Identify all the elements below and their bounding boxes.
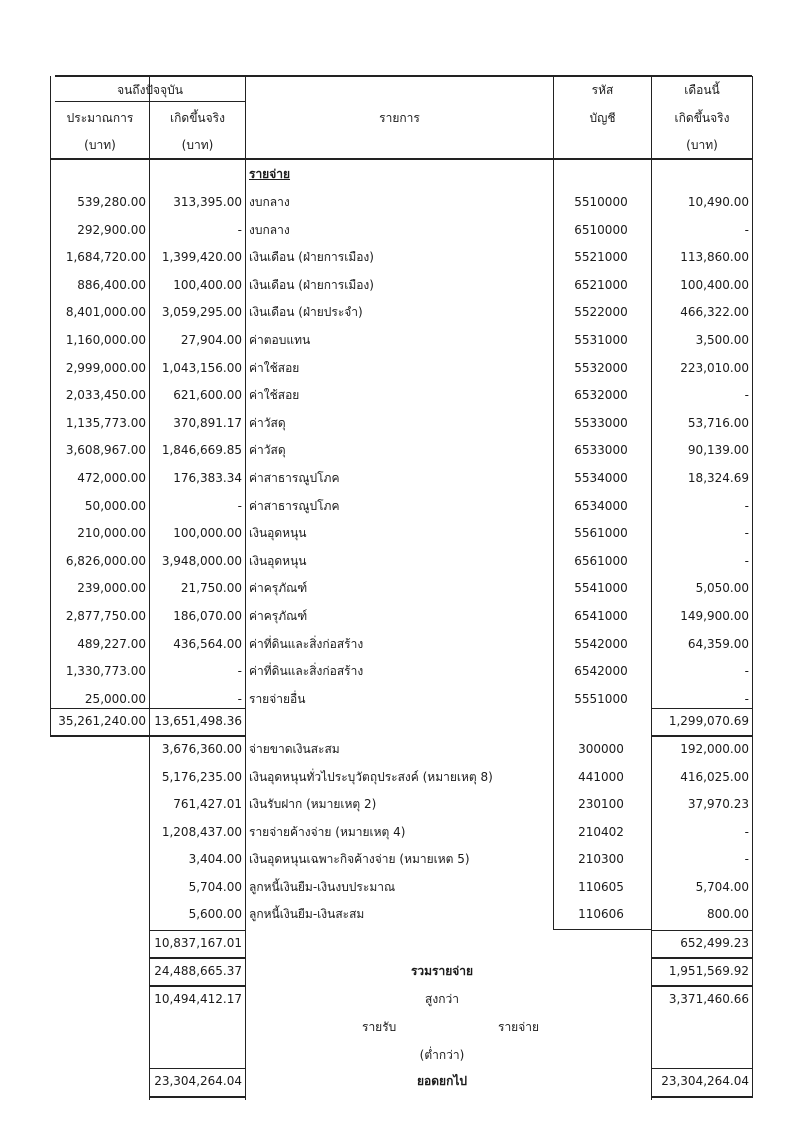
estimate-cell: 8,401,000.00 (65, 305, 146, 320)
carry-actual: 23,304,264.04 (154, 1074, 242, 1088)
item-cell: ค่าครุภัณฑ์ (249, 609, 308, 623)
month-cell: 53,716.00 (687, 415, 749, 430)
code-cell: 110606 (578, 907, 624, 921)
subtotal2-month: 652,499.23 (680, 936, 749, 950)
estimate-cell: 1,330,773.00 (65, 664, 146, 679)
month-cell: - (744, 691, 749, 706)
actual-cell: 1,846,669.85 (161, 443, 242, 458)
actual-cell: 21,750.00 (180, 581, 242, 596)
subtotal-estimate: 35,261,240.00 (58, 714, 146, 728)
item-cell: เงินอุดหนุนทั่วไประบุวัตถุประสงค์ (หมายเหตุ 8) (249, 769, 493, 784)
actual-cell: 313,395.00 (173, 195, 242, 209)
month-cell: 3,500.00 (695, 333, 749, 347)
actual-cell: 436,564.00 (173, 636, 242, 651)
code-cell: 300000 (578, 742, 624, 756)
month-cell: - (744, 498, 749, 513)
month-cell: 10,490.00 (687, 195, 749, 209)
actual-cell: 3,676,360.00 (161, 742, 242, 756)
carry-label: ยอดยกไป (417, 1074, 467, 1088)
subtotal-line (50, 708, 246, 709)
month-cell: 37,970.23 (687, 797, 749, 811)
estimate-cell: 50,000.00 (84, 498, 146, 513)
code-cell: 5521000 (574, 250, 628, 265)
month-cell: 466,322.00 (680, 305, 749, 320)
month-cell: 223,010.00 (680, 360, 749, 375)
estimate-cell: 6,826,000.00 (65, 553, 146, 568)
diff-income: รายรับ (362, 1020, 397, 1034)
month-cell: 100,400.00 (680, 277, 749, 292)
code-cell: 6534000 (574, 498, 628, 513)
estimate-cell: 539,280.00 (77, 195, 146, 209)
code-cell: 5532000 (574, 360, 628, 375)
actual-cell: - (237, 498, 242, 513)
item-cell: ค่าตอบแทน (249, 333, 311, 347)
actual-cell: 1,043,156.00 (161, 360, 242, 375)
item-cell: ค่าที่ดินและสิ่งก่อสร้าง (249, 664, 364, 679)
total-line (651, 985, 752, 987)
carry-line (149, 1096, 246, 1098)
carry-line (651, 1096, 752, 1098)
actual-cell: 176,383.34 (173, 471, 242, 485)
estimate-cell: 2,877,750.00 (65, 609, 146, 623)
item-cell: จ่ายขาดเงินสะสม (249, 742, 340, 756)
subtotal2-line (651, 930, 752, 931)
code-cell: 6521000 (574, 277, 628, 292)
code-cell: 5533000 (574, 415, 628, 430)
estimate-cell: 292,900.00 (77, 222, 146, 237)
code-cell: 6561000 (574, 553, 628, 568)
col-line-act (245, 76, 246, 1100)
code-cell: 441000 (578, 769, 624, 784)
code-cell: 110605 (578, 879, 624, 894)
subtotal2-actual: 10,837,167.01 (154, 936, 242, 950)
actual-cell: 3,948,000.00 (161, 553, 242, 568)
actual-cell: 621,600.00 (173, 388, 242, 403)
estimate-cell: 3,608,967.00 (65, 443, 146, 458)
item-cell: ค่าใช้สอย (249, 360, 300, 375)
carry-month: 23,304,264.04 (661, 1074, 749, 1088)
top-border (55, 75, 752, 77)
code-cell: 6533000 (574, 443, 628, 458)
header-code-line2: บัญชี (589, 111, 616, 125)
item-cell: ค่าวัสดุ (249, 443, 286, 458)
actual-cell: 370,891.17 (173, 415, 242, 430)
actual-cell: - (237, 691, 242, 706)
total-month: 1,951,569.92 (668, 964, 749, 978)
month-cell: - (744, 388, 749, 403)
header-baht-estimate: (บาท) (84, 138, 116, 152)
item-cell: เงินรับฝาก (หมายเหตุ 2) (249, 797, 377, 811)
month-cell: 5,050.00 (695, 581, 749, 596)
code-cell: 5510000 (574, 195, 628, 209)
code-cell: 5534000 (574, 471, 628, 485)
estimate-cell: 2,999,000.00 (65, 360, 146, 375)
item-cell: งบกลาง (249, 222, 290, 237)
code-cell: 5522000 (574, 305, 628, 320)
estimate-cell: 489,227.00 (77, 636, 146, 651)
diff-higher: สูงกว่า (425, 992, 459, 1006)
code-cell: 6532000 (574, 388, 628, 403)
actual-cell: 100,000.00 (173, 526, 242, 541)
item-cell: งบกลาง (249, 195, 290, 209)
month-cell: - (744, 824, 749, 839)
month-cell: - (744, 222, 749, 237)
estimate-cell: 2,033,450.00 (65, 388, 146, 403)
diff-lower: (ต่ำกว่า) (419, 1048, 465, 1062)
code-cell: 210300 (578, 852, 624, 866)
header-baht-actual: (บาท) (181, 138, 214, 152)
actual-cell: 27,904.00 (180, 333, 242, 347)
subtotal-actual: 13,651,498.36 (154, 714, 242, 728)
estimate-cell: 1,160,000.00 (65, 333, 146, 347)
item-cell: ค่าครุภัณฑ์ (249, 581, 308, 596)
code-cell: 6541000 (574, 609, 628, 623)
col-line-left (50, 76, 51, 736)
carry-line (651, 1068, 752, 1069)
estimate-cell: 1,684,720.00 (65, 250, 146, 265)
actual-cell: - (237, 222, 242, 237)
actual-cell: - (237, 664, 242, 679)
month-cell: 64,359.00 (687, 636, 749, 651)
item-cell: ลูกหนี้เงินยืม-เงินสะสม (249, 907, 365, 921)
carry-line (149, 1068, 246, 1069)
item-cell: เงินอุดหนุน (249, 553, 307, 568)
subtotal-line (651, 708, 752, 709)
estimate-cell: 472,000.00 (77, 471, 146, 485)
header-estimate: ประมาณการ (66, 111, 134, 125)
month-cell: 800.00 (707, 907, 749, 921)
estimate-cell: 210,000.00 (77, 526, 146, 541)
estimate-cell: 1,135,773.00 (65, 415, 146, 430)
month-cell: - (744, 852, 749, 866)
subtotal-line (651, 735, 752, 737)
col-line-item (553, 76, 554, 930)
subtotal2-line (149, 957, 246, 959)
code-cell: 5531000 (574, 333, 628, 347)
actual-cell: 1,399,420.00 (161, 250, 242, 265)
actual-cell: 5,704.00 (188, 879, 242, 894)
item-cell: ลูกหนี้เงินยืม-เงินงบประมาณ (249, 879, 396, 894)
code-col-bottom (553, 929, 652, 930)
item-cell: เงินเดือน (ฝ่ายประจำ) (249, 305, 363, 320)
header-actual: เกิดขึ้นจริง (170, 111, 225, 125)
total-label: รวมรายจ่าย (410, 964, 474, 978)
item-cell: ค่าวัสดุ (249, 415, 286, 430)
month-cell: - (744, 526, 749, 541)
total-line (149, 985, 246, 987)
item-cell: เงินอุดหนุนเฉพาะกิจค้างจ่าย (หมายเหต 5) (249, 852, 470, 866)
header-month-actual: เกิดขึ้นจริง (674, 111, 730, 125)
actual-cell: 5,176,235.00 (161, 769, 242, 784)
header-items: รายการ (379, 111, 420, 125)
actual-cell: 3,059,295.00 (161, 305, 242, 320)
subtotal2-line (149, 930, 246, 931)
actual-cell: 100,400.00 (173, 277, 242, 292)
month-cell: 113,860.00 (680, 250, 749, 265)
subtotal-line (50, 735, 246, 737)
actual-cell: 186,070.00 (173, 609, 242, 623)
diff-expense: รายจ่าย (498, 1020, 540, 1034)
actual-cell: 5,600.00 (188, 907, 242, 921)
subtotal-month: 1,299,070.69 (668, 714, 749, 728)
code-cell: 5541000 (574, 581, 628, 596)
actual-cell: 761,427.01 (173, 797, 242, 811)
month-cell: - (744, 553, 749, 568)
code-cell: 6542000 (574, 664, 628, 679)
item-cell: ค่าใช้สอย (249, 388, 300, 403)
header-to-date: จนถึงปัจจุบัน (117, 83, 183, 97)
code-cell: 6510000 (574, 222, 628, 237)
item-cell: ค่าที่ดินและสิ่งก่อสร้าง (249, 636, 364, 651)
estimate-cell: 886,400.00 (77, 277, 146, 292)
section-title-expenses: รายจ่าย (249, 167, 291, 181)
item-cell: เงินเดือน (ฝ่ายการเมือง) (249, 277, 374, 292)
diff-month: 3,371,460.66 (668, 992, 749, 1006)
header-code-line1: รหัส (591, 83, 614, 97)
estimate-cell: 239,000.00 (77, 581, 146, 596)
diff-actual: 10,494,412.17 (154, 992, 242, 1006)
header-divider (150, 101, 246, 102)
item-cell: รายจ่ายอื่น (249, 691, 306, 706)
col-line-right (752, 76, 753, 1098)
month-cell: - (744, 664, 749, 679)
code-cell: 5551000 (574, 691, 628, 706)
code-cell: 5561000 (574, 526, 628, 541)
code-cell: 5542000 (574, 636, 628, 651)
item-cell: เงินอุดหนุน (249, 526, 307, 541)
code-cell: 210402 (578, 824, 624, 839)
total-actual: 24,488,665.37 (154, 964, 242, 978)
actual-cell: 1,208,437.00 (161, 824, 242, 839)
item-cell: ค่าสาธารณูปโภค (249, 498, 340, 513)
header-bottom-border (50, 158, 752, 160)
month-cell: 416,025.00 (680, 769, 749, 784)
month-cell: 18,324.69 (687, 471, 749, 485)
header-divider (55, 101, 150, 102)
item-cell: ค่าสาธารณูปโภค (249, 471, 340, 485)
month-cell: 149,900.00 (680, 609, 749, 623)
item-cell: เงินเดือน (ฝ่ายการเมือง) (249, 250, 374, 265)
estimate-cell: 25,000.00 (84, 691, 146, 706)
subtotal2-line (651, 957, 752, 959)
month-cell: 90,139.00 (687, 443, 749, 458)
actual-cell: 3,404.00 (188, 852, 242, 866)
item-cell: รายจ่ายค้างจ่าย (หมายเหตุ 4) (249, 824, 406, 839)
month-cell: 5,704.00 (695, 879, 749, 894)
month-cell: 192,000.00 (680, 742, 749, 756)
header-this-month: เดือนนี้ (684, 83, 720, 97)
code-cell: 230100 (578, 797, 624, 811)
header-baht-month: (บาท) (686, 138, 718, 152)
